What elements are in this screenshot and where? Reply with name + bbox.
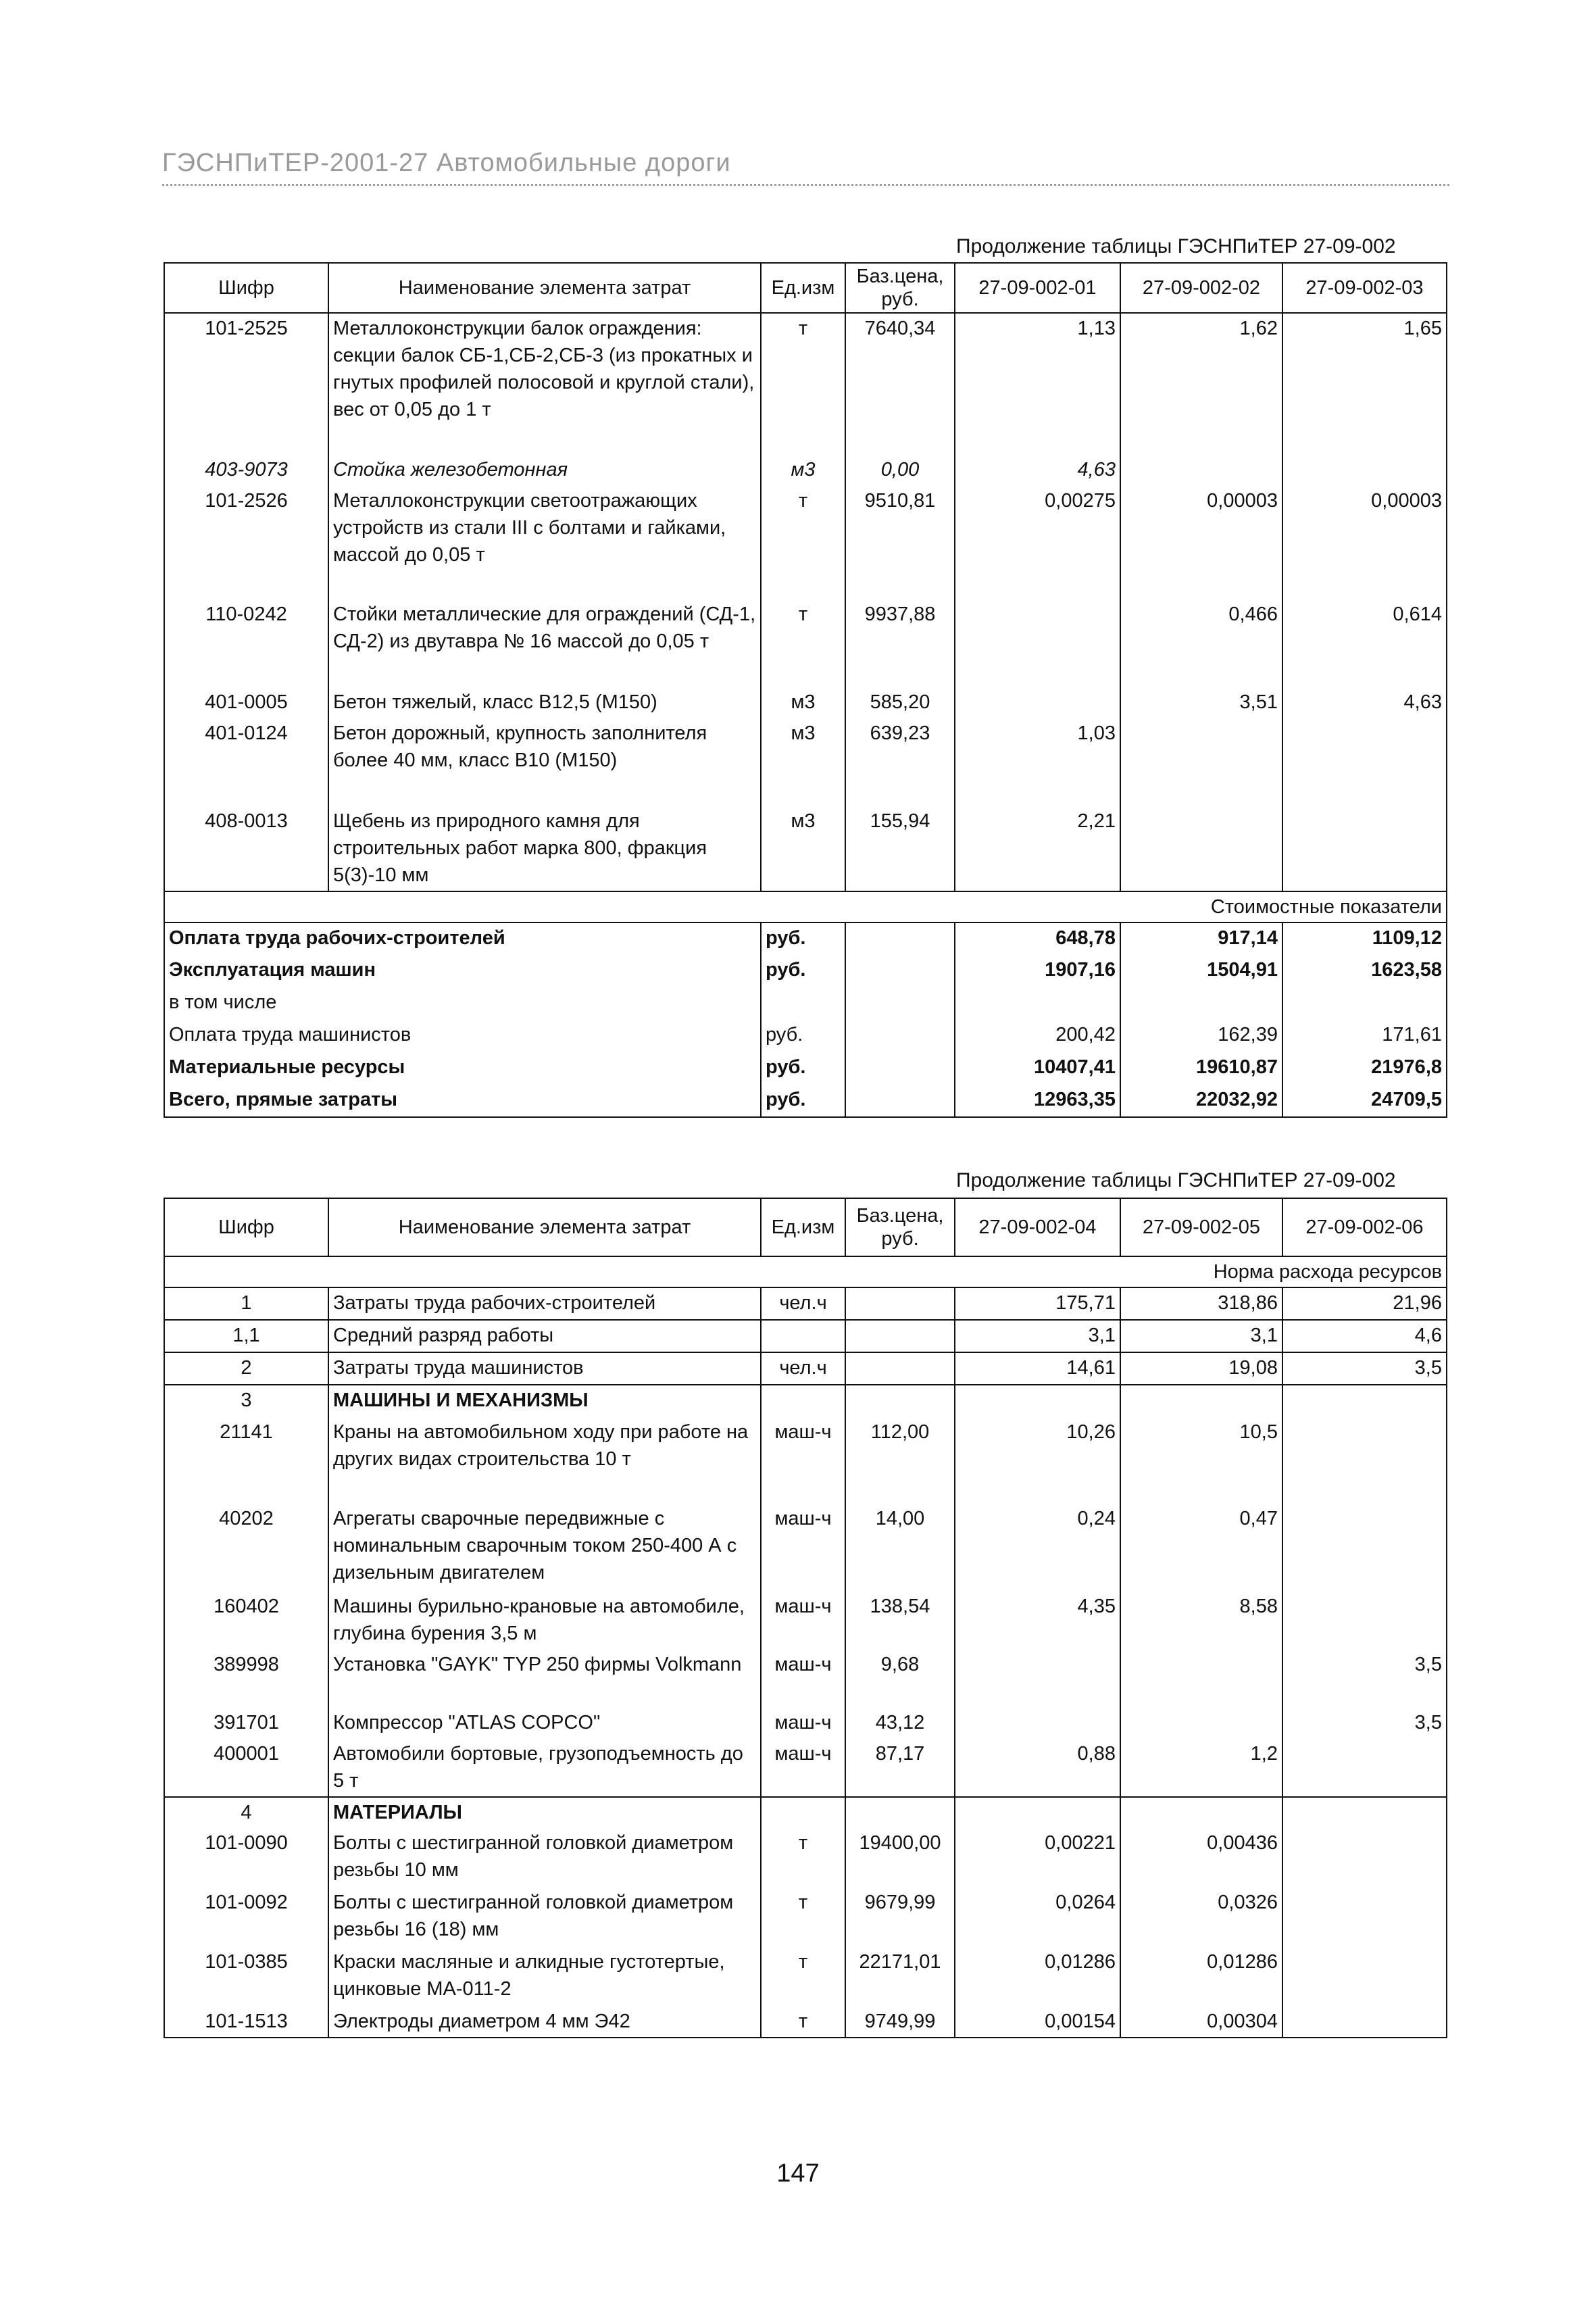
row-value-3 <box>1282 2007 1447 2038</box>
row-code: 101-2526 <box>164 486 328 599</box>
row-code: 21141 <box>164 1417 328 1504</box>
row-value-3: 0,00003 <box>1282 486 1447 599</box>
row-name: МАТЕРИАЛЫ <box>328 1797 761 1828</box>
row-value-3: 3,5 <box>1282 1352 1447 1385</box>
row-code: 40202 <box>164 1504 328 1592</box>
row-unit: чел.ч <box>761 1287 845 1320</box>
row-unit: маш-ч <box>761 1650 845 1708</box>
table-row <box>164 1352 1447 1385</box>
summary-value-3: 1623,58 <box>1282 955 1447 987</box>
row-value-3 <box>1282 1504 1447 1592</box>
row-value-1: 4,35 <box>955 1592 1120 1650</box>
row-price: 9679,99 <box>845 1888 955 1947</box>
table-row <box>164 1592 1447 1650</box>
row-value-2: 3,1 <box>1120 1320 1282 1352</box>
row-name: Бетон дорожный, крупность заполнителя более 40 мм, класс В10 (М150) <box>328 718 761 806</box>
row-price: 0,00 <box>845 455 955 486</box>
row-value-2 <box>1120 455 1282 486</box>
summary-name: Эксплуатация машин <box>164 955 761 987</box>
table2-header-row <box>164 1198 1447 1256</box>
table1-caption: Продолжение таблицы ГЭСНПиТЕР 27-09-002 <box>956 235 1396 257</box>
row-code: 389998 <box>164 1650 328 1708</box>
summary-row <box>164 922 1447 955</box>
summary-name: Всего, прямые затраты <box>164 1085 761 1117</box>
table-row <box>164 1504 1447 1592</box>
table-row <box>164 1797 1447 1828</box>
table-row <box>164 1287 1447 1320</box>
row-code: 101-0090 <box>164 1828 328 1888</box>
table-row <box>164 486 1447 599</box>
row-value-2: 0,00436 <box>1120 1828 1282 1888</box>
row-value-1: 4,63 <box>955 455 1120 486</box>
row-value-2: 0,00003 <box>1120 486 1282 599</box>
summary-value-3: 24709,5 <box>1282 1085 1447 1117</box>
summary-value-2 <box>1120 987 1282 1020</box>
row-name: Краны на автомобильном ходу при работе на других видах строительства 10 т <box>328 1417 761 1504</box>
row-value-2 <box>1120 1708 1282 1739</box>
row-name: Щебень из природного камня для строительных работ марка 800, фракция 5(3)-10 мм <box>328 806 761 891</box>
table-row <box>164 1320 1447 1352</box>
row-unit: маш-ч <box>761 1504 845 1592</box>
row-unit: т <box>761 1947 845 2007</box>
row-name: Металлоконструкции балок ограждения: секции балок СБ-1,СБ-2,СБ-3 (из прокатных и гнутых профилей полосовой и круглой стали), вес от 0,05 до 1 т <box>328 313 761 455</box>
row-name: Болты с шестигранной головкой диаметром резьбы 10 мм <box>328 1828 761 1888</box>
row-code: 1 <box>164 1287 328 1320</box>
summary-value-1: 1907,16 <box>955 955 1120 987</box>
row-value-2: 0,01286 <box>1120 1947 1282 2007</box>
row-value-2: 0,47 <box>1120 1504 1282 1592</box>
row-value-1: 14,61 <box>955 1352 1120 1385</box>
row-unit: маш-ч <box>761 1417 845 1504</box>
row-unit: т <box>761 599 845 687</box>
summary-price <box>845 1052 955 1085</box>
col-header-unit: Ед.изм <box>761 263 845 313</box>
row-value-1: 0,88 <box>955 1739 1120 1797</box>
row-value-3: 21,96 <box>1282 1287 1447 1320</box>
col-header-norm-05: 27-09-002-05 <box>1120 1198 1282 1256</box>
col-header-norm-03: 27-09-002-03 <box>1282 263 1447 313</box>
row-price: 112,00 <box>845 1417 955 1504</box>
row-value-1: 0,0264 <box>955 1888 1120 1947</box>
row-code: 101-0092 <box>164 1888 328 1947</box>
row-value-3 <box>1282 455 1447 486</box>
summary-row <box>164 1085 1447 1117</box>
row-price: 585,20 <box>845 687 955 718</box>
row-value-2 <box>1120 1650 1282 1708</box>
row-value-2 <box>1120 718 1282 806</box>
row-price: 639,23 <box>845 718 955 806</box>
row-name: Установка "GAYK" TYP 250 фирмы Volkmann <box>328 1650 761 1708</box>
row-code: 4 <box>164 1797 328 1828</box>
running-header: ГЭСНПиТЕР-2001-27 Автомобильные дороги <box>162 149 731 177</box>
row-price: 138,54 <box>845 1592 955 1650</box>
row-name: Металлоконструкции светоотражающих устройств из стали III с болтами и гайками, массой до 0,05 т <box>328 486 761 599</box>
section-label: Норма расхода ресурсов <box>164 1256 1447 1287</box>
row-price <box>845 1352 955 1385</box>
summary-name: Оплата труда рабочих-строителей <box>164 922 761 955</box>
row-unit <box>761 1797 845 1828</box>
row-price: 9,68 <box>845 1650 955 1708</box>
table-row <box>164 313 1447 455</box>
summary-price <box>845 1085 955 1117</box>
row-unit: т <box>761 313 845 455</box>
row-price <box>845 1797 955 1828</box>
summary-value-2: 162,39 <box>1120 1020 1282 1052</box>
row-value-3 <box>1282 1947 1447 2007</box>
row-value-3 <box>1282 1385 1447 1417</box>
row-code: 110-0242 <box>164 599 328 687</box>
row-unit: маш-ч <box>761 1708 845 1739</box>
col-header-norm-01: 27-09-002-01 <box>955 263 1120 313</box>
row-price <box>845 1385 955 1417</box>
row-code: 391701 <box>164 1708 328 1739</box>
summary-price <box>845 1020 955 1052</box>
row-code: 401-0005 <box>164 687 328 718</box>
row-value-2: 1,62 <box>1120 313 1282 455</box>
row-name: МАШИНЫ И МЕХАНИЗМЫ <box>328 1385 761 1417</box>
row-name: Болты с шестигранной головкой диаметром резьбы 16 (18) мм <box>328 1888 761 1947</box>
row-value-3: 3,5 <box>1282 1708 1447 1739</box>
row-value-2: 318,86 <box>1120 1287 1282 1320</box>
row-price <box>845 1287 955 1320</box>
summary-name: Материальные ресурсы <box>164 1052 761 1085</box>
row-value-1: 1,03 <box>955 718 1120 806</box>
col-header-name: Наименование элемента затрат <box>328 263 761 313</box>
table-row <box>164 1708 1447 1739</box>
row-name: Затраты труда рабочих-строителей <box>328 1287 761 1320</box>
row-name: Электроды диаметром 4 мм Э42 <box>328 2007 761 2038</box>
summary-value-1: 648,78 <box>955 922 1120 955</box>
summary-unit: руб. <box>761 1052 845 1085</box>
col-header-name: Наименование элемента затрат <box>328 1198 761 1256</box>
row-code: 160402 <box>164 1592 328 1650</box>
row-code: 101-1513 <box>164 2007 328 2038</box>
row-value-3 <box>1282 718 1447 806</box>
row-unit: т <box>761 486 845 599</box>
row-unit: чел.ч <box>761 1352 845 1385</box>
summary-value-1: 10407,41 <box>955 1052 1120 1085</box>
summary-value-1 <box>955 987 1120 1020</box>
row-value-2: 1,2 <box>1120 1739 1282 1797</box>
summary-value-2: 19610,87 <box>1120 1052 1282 1085</box>
row-value-2: 0,0326 <box>1120 1888 1282 1947</box>
row-code: 2 <box>164 1352 328 1385</box>
row-value-2 <box>1120 806 1282 891</box>
summary-price <box>845 987 955 1020</box>
table-row <box>164 1828 1447 1888</box>
row-value-3 <box>1282 1888 1447 1947</box>
table-row <box>164 806 1447 891</box>
table1-header-row <box>164 263 1447 313</box>
summary-unit: руб. <box>761 1085 845 1117</box>
row-value-2 <box>1120 1385 1282 1417</box>
row-code: 408-0013 <box>164 806 328 891</box>
table2-caption: Продолжение таблицы ГЭСНПиТЕР 27-09-002 <box>956 1169 1396 1191</box>
row-value-1: 0,00221 <box>955 1828 1120 1888</box>
row-value-1: 1,13 <box>955 313 1120 455</box>
section-label: Стоимостные показатели <box>164 891 1447 922</box>
row-value-2 <box>1120 1797 1282 1828</box>
row-price: 7640,34 <box>845 313 955 455</box>
row-unit <box>761 1385 845 1417</box>
row-value-1 <box>955 1797 1120 1828</box>
section-row <box>164 891 1447 922</box>
row-unit: т <box>761 1888 845 1947</box>
row-price: 22171,01 <box>845 1947 955 2007</box>
header-rule <box>162 184 1449 186</box>
row-price: 9749,99 <box>845 2007 955 2038</box>
row-value-3 <box>1282 1828 1447 1888</box>
page-number: 147 <box>776 2159 820 2188</box>
summary-row <box>164 955 1447 987</box>
row-value-1 <box>955 1385 1120 1417</box>
summary-name: Оплата труда машинистов <box>164 1020 761 1052</box>
row-value-1 <box>955 1708 1120 1739</box>
col-header-norm-06: 27-09-002-06 <box>1282 1198 1447 1256</box>
summary-unit: руб. <box>761 955 845 987</box>
row-value-3 <box>1282 1417 1447 1504</box>
row-price: 9937,88 <box>845 599 955 687</box>
row-price: 43,12 <box>845 1708 955 1739</box>
section-row <box>164 1256 1447 1287</box>
row-value-2: 3,51 <box>1120 687 1282 718</box>
table-row <box>164 1739 1447 1797</box>
table-row <box>164 1417 1447 1504</box>
row-name: Бетон тяжелый, класс В12,5 (М150) <box>328 687 761 718</box>
col-header-unit: Ед.изм <box>761 1198 845 1256</box>
row-code: 101-2525 <box>164 313 328 455</box>
summary-value-2: 917,14 <box>1120 922 1282 955</box>
row-name: Краски масляные и алкидные густотертые, цинковые МА-011-2 <box>328 1947 761 2007</box>
row-price: 19400,00 <box>845 1828 955 1888</box>
row-unit <box>761 1320 845 1352</box>
summary-price <box>845 922 955 955</box>
summary-value-3 <box>1282 987 1447 1020</box>
col-header-code: Шифр <box>164 263 328 313</box>
row-name: Автомобили бортовые, грузоподъемность до 5 т <box>328 1739 761 1797</box>
row-value-3: 3,5 <box>1282 1650 1447 1708</box>
row-value-1 <box>955 687 1120 718</box>
row-price: 87,17 <box>845 1739 955 1797</box>
row-value-1 <box>955 599 1120 687</box>
row-value-1: 0,00154 <box>955 2007 1120 2038</box>
row-value-3 <box>1282 806 1447 891</box>
table-row <box>164 687 1447 718</box>
row-name: Компрессор "ATLAS COPCO" <box>328 1708 761 1739</box>
row-name: Машины бурильно-крановые на автомобиле, глубина бурения 3,5 м <box>328 1592 761 1650</box>
row-name: Агрегаты сварочные передвижные с номинальным сварочным током 250-400 А с дизельным двигателем <box>328 1504 761 1592</box>
summary-value-3: 21976,8 <box>1282 1052 1447 1085</box>
row-unit: т <box>761 1828 845 1888</box>
row-name: Затраты труда машинистов <box>328 1352 761 1385</box>
table-row <box>164 599 1447 687</box>
table1 <box>164 262 1447 1118</box>
col-header-price: Баз.цена, руб. <box>845 1198 955 1256</box>
row-unit: м3 <box>761 687 845 718</box>
row-value-2: 0,466 <box>1120 599 1282 687</box>
table-row <box>164 1385 1447 1417</box>
table-row <box>164 1888 1447 1947</box>
table-row <box>164 718 1447 806</box>
row-code: 1,1 <box>164 1320 328 1352</box>
row-value-3: 4,63 <box>1282 687 1447 718</box>
row-value-3: 0,614 <box>1282 599 1447 687</box>
row-value-1: 10,26 <box>955 1417 1120 1504</box>
row-price: 155,94 <box>845 806 955 891</box>
row-value-1: 0,01286 <box>955 1947 1120 2007</box>
row-value-3: 4,6 <box>1282 1320 1447 1352</box>
table-row <box>164 455 1447 486</box>
table-row <box>164 1947 1447 2007</box>
row-price: 14,00 <box>845 1504 955 1592</box>
summary-value-3: 171,61 <box>1282 1020 1447 1052</box>
row-value-1: 2,21 <box>955 806 1120 891</box>
row-unit: м3 <box>761 718 845 806</box>
summary-value-2: 1504,91 <box>1120 955 1282 987</box>
summary-unit: руб. <box>761 922 845 955</box>
summary-value-2: 22032,92 <box>1120 1085 1282 1117</box>
summary-value-3: 1109,12 <box>1282 922 1447 955</box>
row-value-3 <box>1282 1739 1447 1797</box>
row-value-2: 10,5 <box>1120 1417 1282 1504</box>
summary-name: в том числе <box>164 987 761 1020</box>
row-value-3 <box>1282 1797 1447 1828</box>
row-unit: маш-ч <box>761 1592 845 1650</box>
row-code: 401-0124 <box>164 718 328 806</box>
row-value-1: 0,24 <box>955 1504 1120 1592</box>
summary-unit <box>761 987 845 1020</box>
row-value-2: 8,58 <box>1120 1592 1282 1650</box>
row-price: 9510,81 <box>845 486 955 599</box>
row-value-1 <box>955 1650 1120 1708</box>
col-header-norm-04: 27-09-002-04 <box>955 1198 1120 1256</box>
row-code: 400001 <box>164 1739 328 1797</box>
summary-unit: руб. <box>761 1020 845 1052</box>
table-row <box>164 1650 1447 1708</box>
row-value-3 <box>1282 1592 1447 1650</box>
summary-value-1: 12963,35 <box>955 1085 1120 1117</box>
row-unit: м3 <box>761 455 845 486</box>
row-unit: т <box>761 2007 845 2038</box>
summary-row <box>164 1052 1447 1085</box>
row-name: Стойка железобетонная <box>328 455 761 486</box>
row-name: Стойки металлические для ограждений (СД-1, СД-2) из двутавра № 16 массой до 0,05 т <box>328 599 761 687</box>
row-code: 403-9073 <box>164 455 328 486</box>
row-code: 3 <box>164 1385 328 1417</box>
summary-value-1: 200,42 <box>955 1020 1120 1052</box>
row-code: 101-0385 <box>164 1947 328 2007</box>
row-name: Средний разряд работы <box>328 1320 761 1352</box>
col-header-norm-02: 27-09-002-02 <box>1120 263 1282 313</box>
row-value-1: 175,71 <box>955 1287 1120 1320</box>
row-value-1: 3,1 <box>955 1320 1120 1352</box>
table2 <box>164 1198 1447 2038</box>
table-row <box>164 2007 1447 2038</box>
col-header-code: Шифр <box>164 1198 328 1256</box>
summary-row <box>164 987 1447 1020</box>
row-value-2: 19,08 <box>1120 1352 1282 1385</box>
col-header-price: Баз.цена, руб. <box>845 263 955 313</box>
row-value-2: 0,00304 <box>1120 2007 1282 2038</box>
row-price <box>845 1320 955 1352</box>
row-unit: м3 <box>761 806 845 891</box>
row-value-1: 0,00275 <box>955 486 1120 599</box>
summary-price <box>845 955 955 987</box>
row-value-3: 1,65 <box>1282 313 1447 455</box>
row-unit: маш-ч <box>761 1739 845 1797</box>
summary-row <box>164 1020 1447 1052</box>
